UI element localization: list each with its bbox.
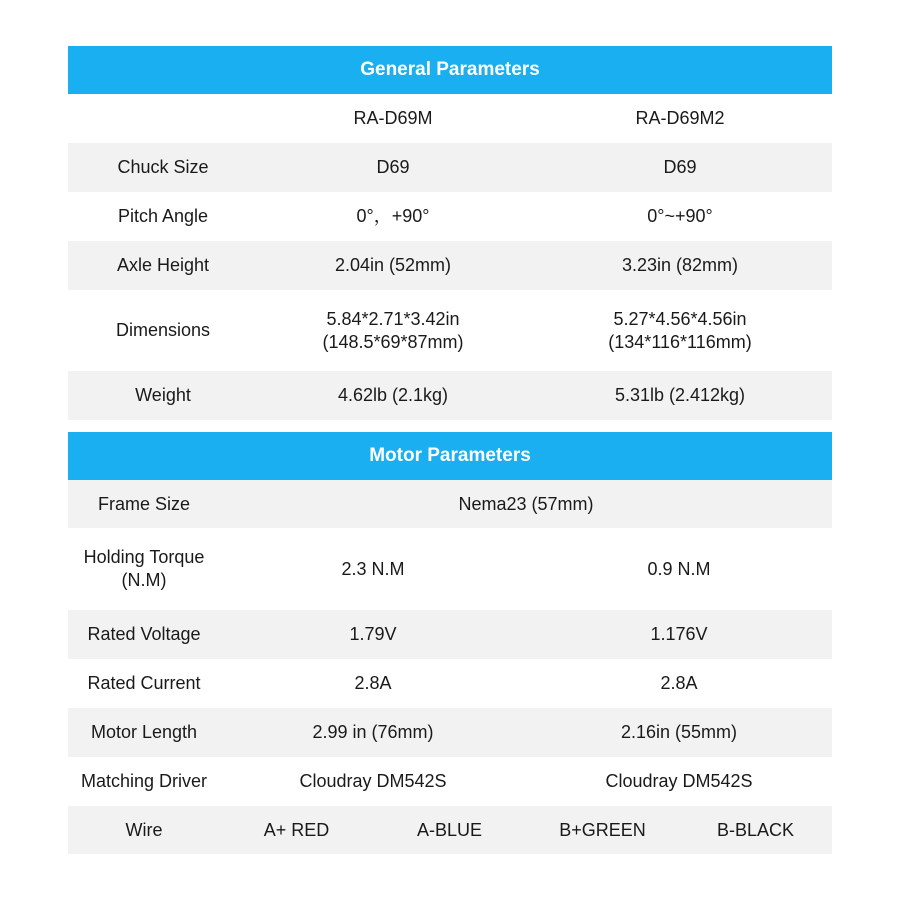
model-name: RA-D69M — [353, 108, 433, 128]
value-cell: Cloudray DM542S — [605, 771, 753, 791]
row-label: Chuck Size — [117, 157, 209, 177]
general-parameters-header: General Parameters — [68, 46, 832, 94]
value-cell: 4.62lb (2.1kg) — [337, 385, 449, 405]
table-row — [68, 241, 832, 290]
model-name: RA-D69M2 — [635, 108, 725, 128]
wire-value: A-BLUE — [416, 819, 483, 840]
value-cell: D69 — [376, 157, 410, 177]
row-label — [68, 546, 220, 592]
label-line: (N.M) — [121, 570, 167, 590]
section-gap — [68, 420, 832, 432]
value-cell: 0.9 N.M — [647, 558, 711, 579]
wire-value: B+GREEN — [559, 819, 646, 840]
motor-parameters-header: Motor Parameters — [68, 432, 832, 480]
value-cell: 3.23in (82mm) — [621, 255, 739, 275]
table-row — [68, 528, 832, 610]
value-cell: 2.16in (55mm) — [620, 722, 738, 742]
value-cell: 2.04in (52mm) — [334, 255, 452, 275]
value-cell: Cloudray DM542S — [299, 771, 447, 791]
motor-parameters-table — [68, 480, 832, 854]
table-row — [68, 143, 832, 192]
value-line: (148.5*69*87mm) — [322, 331, 464, 352]
value-cell: 2.3 N.M — [341, 558, 405, 579]
row-label: Motor Length — [90, 722, 198, 742]
value-cell: Nema23 (57mm) — [458, 493, 594, 514]
row-label: Matching Driver — [80, 771, 208, 791]
table-row — [68, 659, 832, 708]
row-label: Dimensions — [115, 320, 211, 340]
value-cell: 2.99 in (76mm) — [312, 722, 434, 742]
table-row — [68, 708, 832, 757]
table-row — [68, 371, 832, 420]
table-row — [68, 480, 832, 528]
row-label: Frame Size — [97, 493, 191, 514]
value-cell — [258, 308, 528, 354]
model-header-row — [68, 94, 832, 143]
row-label: Rated Current — [87, 673, 201, 693]
value-cell: 1.79V — [349, 624, 397, 644]
value-cell — [528, 308, 832, 354]
table-row — [68, 192, 832, 241]
value-cell: 1.176V — [650, 624, 708, 644]
row-label: Pitch Angle — [117, 206, 209, 226]
wire-value: B-BLACK — [716, 819, 795, 840]
value-line: 5.84*2.71*3.42in — [326, 308, 460, 329]
row-label: Axle Height — [116, 255, 210, 275]
general-parameters-table — [68, 94, 832, 420]
value-cell: 5.31lb (2.412kg) — [614, 385, 746, 405]
value-cell: 0°~+90° — [647, 206, 713, 226]
table-row — [68, 610, 832, 659]
row-label: Rated Voltage — [87, 624, 201, 644]
label-line: Holding Torque — [83, 547, 205, 567]
spec-sheet — [68, 46, 832, 854]
row-label: Wire — [125, 819, 163, 840]
value-line: (134*116*116mm) — [608, 331, 752, 352]
value-cell: 2.8A — [660, 673, 698, 693]
value-cell: D69 — [663, 157, 697, 177]
value-cell: 2.8A — [354, 673, 392, 693]
wire-row — [68, 806, 832, 854]
table-row — [68, 290, 832, 371]
table-row — [68, 757, 832, 806]
row-label: Weight — [135, 385, 191, 405]
wire-value: A+ RED — [263, 819, 330, 840]
value-line: 5.27*4.56*4.56in — [613, 308, 747, 329]
value-cell: 0°，+90° — [356, 206, 430, 226]
